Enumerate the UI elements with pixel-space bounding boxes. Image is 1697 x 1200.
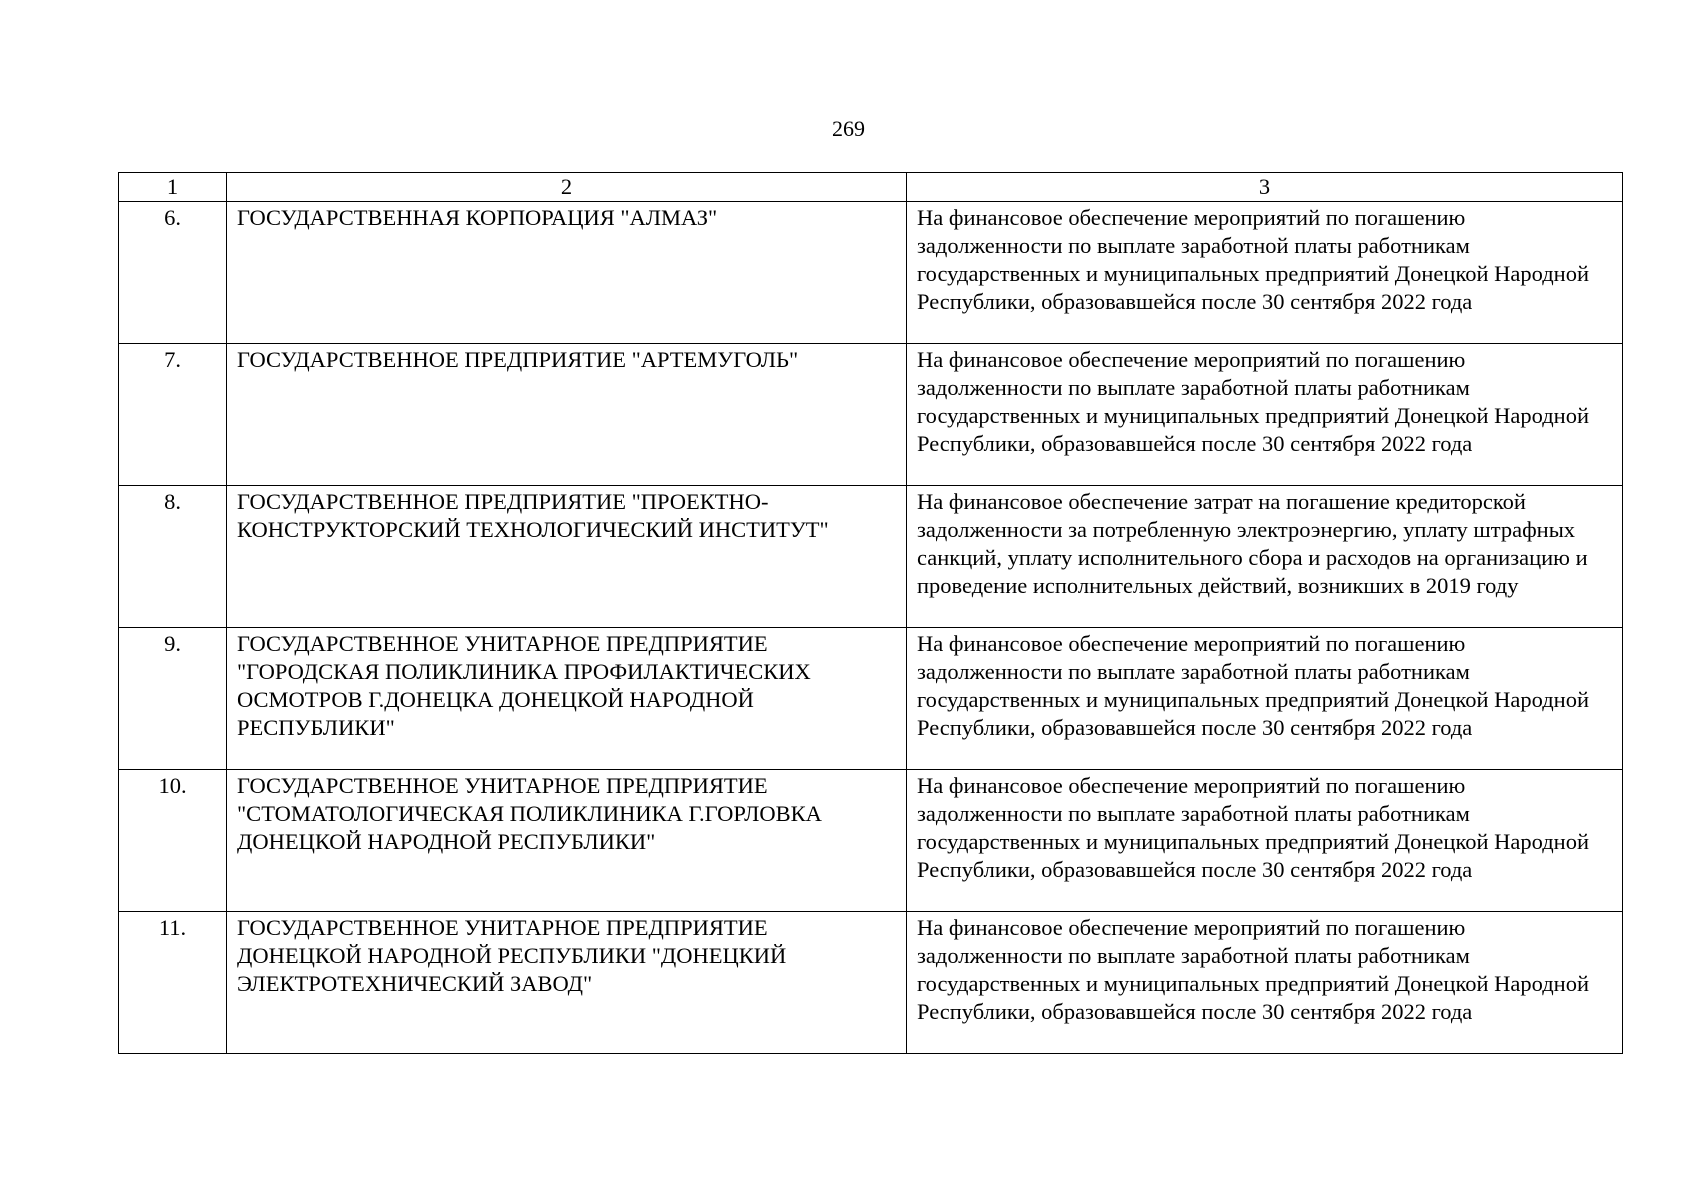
table-header-row (119, 173, 1623, 202)
table-row (119, 628, 1623, 770)
funding-purpose: На финансовое обеспечение мероприятий по погашению задолженности по выплате заработной платы работникам государственных и муниципальных предприятий Донецкой Народной Республики, образовавшейся после 30 сентября 2022 года (907, 628, 1623, 770)
organization-name: ГОСУДАРСТВЕННОЕ УНИТАРНОЕ ПРЕДПРИЯТИЕ "СТОМАТОЛОГИЧЕСКАЯ ПОЛИКЛИНИКА Г.ГОРЛОВКА ДОНЕЦКОЙ НАРОДНОЙ РЕСПУБЛИКИ" (227, 770, 907, 912)
row-number: 7. (119, 344, 227, 486)
page-number: 269 (832, 116, 865, 141)
table-row (119, 912, 1623, 1054)
column-header-number: 1 (119, 173, 227, 202)
organization-name: ГОСУДАРСТВЕННОЕ ПРЕДПРИЯТИЕ "ПРОЕКТНО-КОНСТРУКТОРСКИЙ ТЕХНОЛОГИЧЕСКИЙ ИНСТИТУТ" (227, 486, 907, 628)
organization-name: ГОСУДАРСТВЕННОЕ УНИТАРНОЕ ПРЕДПРИЯТИЕ ДОНЕЦКОЙ НАРОДНОЙ РЕСПУБЛИКИ "ДОНЕЦКИЙ ЭЛЕКТРОТЕХНИЧЕСКИЙ ЗАВОД" (227, 912, 907, 1054)
funding-purpose: На финансовое обеспечение мероприятий по погашению задолженности по выплате заработной платы работникам государственных и муниципальных предприятий Донецкой Народной Республики, образовавшейся после 30 сентября 2022 года (907, 912, 1623, 1054)
funding-purpose: На финансовое обеспечение затрат на погашение кредиторской задолженности за потребленную электроэнергию, уплату штрафных санкций, уплату исполнительного сбора и расходов на организацию и проведение исполнительных действий, возникших в 2019 году (907, 486, 1623, 628)
organization-name: ГОСУДАРСТВЕННАЯ КОРПОРАЦИЯ "АЛМАЗ" (227, 202, 907, 344)
table-row (119, 486, 1623, 628)
funding-purpose: На финансовое обеспечение мероприятий по погашению задолженности по выплате заработной платы работникам государственных и муниципальных предприятий Донецкой Народной Республики, образовавшейся после 30 сентября 2022 года (907, 770, 1623, 912)
column-header-purpose: 3 (907, 173, 1623, 202)
table-row (119, 770, 1623, 912)
row-number: 11. (119, 912, 227, 1054)
row-number: 10. (119, 770, 227, 912)
funding-purpose: На финансовое обеспечение мероприятий по погашению задолженности по выплате заработной платы работникам государственных и муниципальных предприятий Донецкой Народной Республики, образовавшейся после 30 сентября 2022 года (907, 202, 1623, 344)
funding-purpose: На финансовое обеспечение мероприятий по погашению задолженности по выплате заработной платы работникам государственных и муниципальных предприятий Донецкой Народной Республики, образовавшейся после 30 сентября 2022 года (907, 344, 1623, 486)
row-number: 8. (119, 486, 227, 628)
row-number: 6. (119, 202, 227, 344)
table-row (119, 344, 1623, 486)
organization-name: ГОСУДАРСТВЕННОЕ УНИТАРНОЕ ПРЕДПРИЯТИЕ "ГОРОДСКАЯ ПОЛИКЛИНИКА ПРОФИЛАКТИЧЕСКИХ ОСМОТРОВ Г.ДОНЕЦКА ДОНЕЦКОЙ НАРОДНОЙ РЕСПУБЛИКИ" (227, 628, 907, 770)
table-row (119, 202, 1623, 344)
subsidy-table (118, 172, 1623, 1054)
organization-name: ГОСУДАРСТВЕННОЕ ПРЕДПРИЯТИЕ "АРТЕМУГОЛЬ" (227, 344, 907, 486)
row-number: 9. (119, 628, 227, 770)
column-header-name: 2 (227, 173, 907, 202)
